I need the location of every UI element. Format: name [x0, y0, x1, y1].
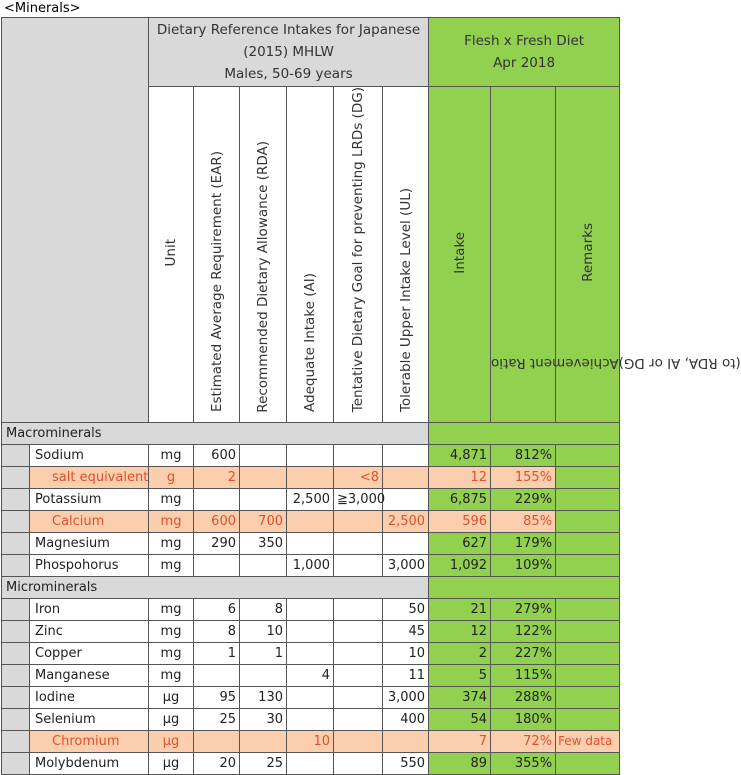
cell-intake: 1,092 — [429, 555, 491, 577]
table-row — [2, 687, 620, 709]
cell-remark — [556, 643, 620, 665]
cell-ratio: 115% — [491, 665, 556, 687]
cell-ai — [287, 599, 334, 621]
cell-unit: mg — [149, 555, 194, 577]
cell-ratio: 179% — [491, 533, 556, 555]
mineral-name: Iron — [30, 599, 149, 621]
cell-ai — [287, 445, 334, 467]
cell-ratio: 227% — [491, 643, 556, 665]
cell-ai — [287, 467, 334, 489]
cell-ratio: 155% — [491, 467, 556, 489]
cell-ai: 4 — [287, 665, 334, 687]
cell-ai — [287, 533, 334, 555]
cell-ai — [287, 709, 334, 731]
row-indent-cell — [2, 555, 30, 577]
cell-rda: 1 — [240, 643, 287, 665]
row-indent-cell — [2, 665, 30, 687]
cell-dg: <8 — [334, 467, 383, 489]
cell-remark — [556, 445, 620, 467]
section-label: Macrominerals — [2, 423, 429, 445]
mineral-name: Zinc — [30, 621, 149, 643]
row-indent-cell — [2, 687, 30, 709]
cell-dg — [334, 643, 383, 665]
cell-rda — [240, 665, 287, 687]
row-indent-cell — [2, 621, 30, 643]
cell-ear: 95 — [194, 687, 240, 709]
cell-intake: 12 — [429, 621, 491, 643]
table-row — [2, 599, 620, 621]
cell-unit: mg — [149, 511, 194, 533]
cell-unit: μg — [149, 731, 194, 753]
mineral-name: Chromium — [30, 731, 149, 753]
mineral-name: Selenium — [30, 709, 149, 731]
cell-ul — [383, 467, 429, 489]
cell-ratio: 288% — [491, 687, 556, 709]
section-row — [2, 423, 620, 445]
dri-header — [149, 18, 429, 87]
col-header-ear: Estimated Average Requirement (EAR) — [194, 87, 240, 423]
section-label: Microminerals — [2, 577, 429, 599]
cell-ear: 1 — [194, 643, 240, 665]
cell-ul: 550 — [383, 753, 429, 775]
cell-intake: 7 — [429, 731, 491, 753]
cell-rda: 25 — [240, 753, 287, 775]
cell-ear — [194, 731, 240, 753]
col-header-remarks: Remarks — [556, 87, 620, 423]
cell-ai: 10 — [287, 731, 334, 753]
mineral-name: Potassium — [30, 489, 149, 511]
cell-ul: 3,000 — [383, 687, 429, 709]
cell-ul: 400 — [383, 709, 429, 731]
cell-remark — [556, 753, 620, 775]
cell-unit: mg — [149, 533, 194, 555]
cell-ul — [383, 445, 429, 467]
mineral-name: Calcium — [30, 511, 149, 533]
cell-ratio: 279% — [491, 599, 556, 621]
cell-intake: 5 — [429, 665, 491, 687]
table-row — [2, 665, 620, 687]
cell-ul: 10 — [383, 643, 429, 665]
cell-dg — [334, 621, 383, 643]
cell-ratio: 355% — [491, 753, 556, 775]
cell-ul: 50 — [383, 599, 429, 621]
cell-unit: mg — [149, 445, 194, 467]
mineral-name: Magnesium — [30, 533, 149, 555]
cell-intake: 374 — [429, 687, 491, 709]
cell-ratio: 812% — [491, 445, 556, 467]
cell-rda: 130 — [240, 687, 287, 709]
cell-rda: 10 — [240, 621, 287, 643]
cell-unit: mg — [149, 599, 194, 621]
cell-ratio: 229% — [491, 489, 556, 511]
cell-unit: g — [149, 467, 194, 489]
section-fill-cell — [429, 423, 620, 445]
dri-title-line-1: Dietary Reference Intakes for Japanese — [156, 22, 421, 38]
cell-unit: μg — [149, 709, 194, 731]
table-row — [2, 753, 620, 775]
cell-remark — [556, 621, 620, 643]
cell-remark — [556, 489, 620, 511]
cell-ear — [194, 555, 240, 577]
cell-ear: 6 — [194, 599, 240, 621]
cell-ul: 2,500 — [383, 511, 429, 533]
cell-rda — [240, 555, 287, 577]
cell-remark — [556, 687, 620, 709]
mineral-name: Copper — [30, 643, 149, 665]
table-row — [2, 709, 620, 731]
cell-dg — [334, 665, 383, 687]
cell-rda — [240, 731, 287, 753]
table-row — [2, 621, 620, 643]
cell-remark — [556, 599, 620, 621]
col-header-dg: Tentative Dietary Goal for preventing LRDs (DG) — [334, 87, 383, 423]
cell-ear: 2 — [194, 467, 240, 489]
cell-unit: μg — [149, 753, 194, 775]
cell-ai — [287, 643, 334, 665]
table-row — [2, 511, 620, 533]
cell-ear: 600 — [194, 445, 240, 467]
dri-title-line-2: (2015) MHLW — [243, 44, 334, 60]
cell-unit: mg — [149, 489, 194, 511]
table-row — [2, 555, 620, 577]
table-row — [2, 643, 620, 665]
cell-ai — [287, 753, 334, 775]
cell-unit: μg — [149, 687, 194, 709]
table-row — [2, 731, 620, 753]
cell-ul: 3,000 — [383, 555, 429, 577]
row-indent-cell — [2, 753, 30, 775]
cell-rda — [240, 489, 287, 511]
table-caption: <Minerals> — [4, 1, 81, 16]
cell-dg: ≧3,000 — [334, 489, 383, 511]
mineral-name: Sodium — [30, 445, 149, 467]
col-header-intake: Intake — [429, 87, 491, 423]
row-indent-cell — [2, 709, 30, 731]
cell-ratio: 122% — [491, 621, 556, 643]
mineral-name: Iodine — [30, 687, 149, 709]
cell-remark — [556, 467, 620, 489]
cell-rda: 350 — [240, 533, 287, 555]
row-indent-cell — [2, 599, 30, 621]
cell-ai: 1,000 — [287, 555, 334, 577]
cell-intake: 2 — [429, 643, 491, 665]
cell-intake: 54 — [429, 709, 491, 731]
row-indent-cell — [2, 467, 30, 489]
row-indent-cell — [2, 489, 30, 511]
section-row — [2, 577, 620, 599]
mineral-name: salt equivalent — [30, 467, 149, 489]
row-indent-cell — [2, 445, 30, 467]
cell-ratio: 109% — [491, 555, 556, 577]
table-row — [2, 467, 620, 489]
cell-rda — [240, 445, 287, 467]
flesh-title-line-2: Apr 2018 — [493, 55, 556, 71]
cell-remark — [556, 511, 620, 533]
cell-dg — [334, 687, 383, 709]
cell-rda: 700 — [240, 511, 287, 533]
cell-ai — [287, 687, 334, 709]
cell-ear: 290 — [194, 533, 240, 555]
flesh-title-line-1: Flesh x Fresh Diet — [464, 33, 585, 49]
col-header-ai: Adequate Intake (AI) — [287, 87, 334, 423]
cell-dg — [334, 511, 383, 533]
flesh-fresh-header — [429, 18, 620, 87]
cell-dg — [334, 533, 383, 555]
cell-intake: 12 — [429, 467, 491, 489]
mineral-name: Molybdenum — [30, 753, 149, 775]
cell-ear: 8 — [194, 621, 240, 643]
section-fill-cell — [429, 577, 620, 599]
cell-dg — [334, 445, 383, 467]
cell-ratio: 85% — [491, 511, 556, 533]
col-header-unit: Unit — [149, 87, 194, 423]
dri-title-line-3: Males, 50-69 years — [224, 66, 353, 82]
cell-ear — [194, 489, 240, 511]
cell-ul — [383, 731, 429, 753]
cell-remark — [556, 555, 620, 577]
row-indent-cell — [2, 643, 30, 665]
row-indent-cell — [2, 731, 30, 753]
cell-dg — [334, 599, 383, 621]
cell-remark — [556, 533, 620, 555]
mineral-name: Manganese — [30, 665, 149, 687]
cell-intake: 4,871 — [429, 445, 491, 467]
cell-unit: mg — [149, 621, 194, 643]
cell-rda: 30 — [240, 709, 287, 731]
cell-ear: 25 — [194, 709, 240, 731]
cell-intake: 21 — [429, 599, 491, 621]
cell-rda — [240, 467, 287, 489]
table-row — [2, 445, 620, 467]
col-header-rda: Recommended Dietary Allowance (RDA) — [240, 87, 287, 423]
cell-intake: 596 — [429, 511, 491, 533]
cell-ear: 20 — [194, 753, 240, 775]
cell-remark — [556, 665, 620, 687]
cell-intake: 627 — [429, 533, 491, 555]
cell-ul: 45 — [383, 621, 429, 643]
cell-ratio: 180% — [491, 709, 556, 731]
corner-header-cell — [2, 18, 149, 423]
cell-remark: Few data — [556, 731, 620, 753]
col-header-ul: Tolerable Upper Intake Level (UL) — [383, 87, 429, 423]
cell-ear: 600 — [194, 511, 240, 533]
cell-ear — [194, 665, 240, 687]
cell-rda: 8 — [240, 599, 287, 621]
minerals-table — [1, 17, 741, 775]
cell-ai — [287, 621, 334, 643]
cell-dg — [334, 731, 383, 753]
cell-ul — [383, 489, 429, 511]
cell-ul — [383, 533, 429, 555]
col-header-ratio: Achievement Ratio (to RDA, AI or DG) — [491, 87, 556, 423]
cell-ai — [287, 511, 334, 533]
table-row — [2, 533, 620, 555]
row-indent-cell — [2, 533, 30, 555]
cell-unit: mg — [149, 643, 194, 665]
cell-dg — [334, 753, 383, 775]
cell-unit: mg — [149, 665, 194, 687]
cell-intake: 89 — [429, 753, 491, 775]
cell-intake: 6,875 — [429, 489, 491, 511]
cell-ul: 11 — [383, 665, 429, 687]
cell-remark — [556, 709, 620, 731]
table-row — [2, 489, 620, 511]
cell-ratio: 72% — [491, 731, 556, 753]
cell-ai: 2,500 — [287, 489, 334, 511]
row-indent-cell — [2, 511, 30, 533]
cell-dg — [334, 709, 383, 731]
mineral-name: Phospohorus — [30, 555, 149, 577]
cell-dg — [334, 555, 383, 577]
